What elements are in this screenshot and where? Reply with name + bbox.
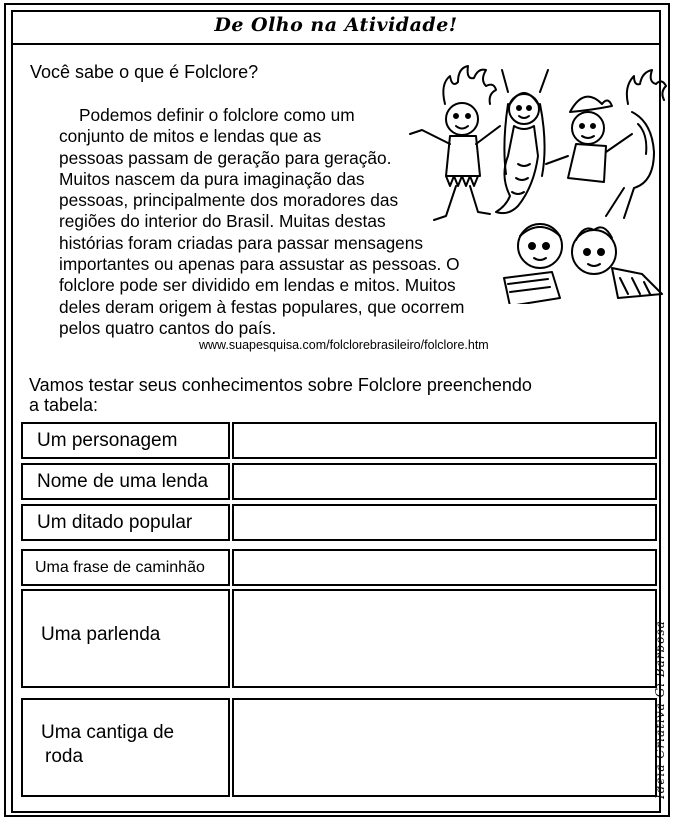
table-row-label <box>21 463 230 500</box>
instruction-text <box>29 375 589 415</box>
table-row-label <box>21 698 230 797</box>
paragraph-line: pessoas passam de geração para geração. <box>59 147 392 168</box>
page-title: De Olho na Atividade! <box>214 14 458 36</box>
table-row-label <box>21 549 230 586</box>
table-row-label <box>21 504 230 541</box>
answer-field[interactable] <box>232 504 657 541</box>
side-credit: Ideia Criativa Gi Barbosa <box>653 620 667 800</box>
row-label-text <box>41 721 174 769</box>
paragraph-line: importantes ou apenas para assustar as pessoas. O <box>59 254 460 275</box>
row-label-text: Uma frase de caminhão <box>35 558 205 576</box>
row-label-text: Nome de uma lenda <box>37 470 209 492</box>
paragraph-line: deles deram origem à festas populares, que ocorrem <box>59 296 465 317</box>
paragraph-line: folclore pode ser dividido em lendas e mitos. Muitos <box>59 275 456 296</box>
paragraph-line: Muitos nascem da pura imaginação das <box>59 168 365 189</box>
row-label-text: Um ditado popular <box>37 511 193 533</box>
header-divider <box>11 43 661 45</box>
paragraph-line: Podemos definir o folclore como um <box>79 105 355 125</box>
paragraph-line: pelos quatro cantos do país. <box>59 317 277 338</box>
paragraph-line: conjunto de mitos e lendas que as <box>59 126 322 147</box>
intro-question: Você sabe o que é Folclore? <box>30 62 259 82</box>
table-row-label <box>21 589 230 688</box>
instruction-line: Vamos testar seus conhecimentos sobre Folclore preenchendo <box>29 375 532 395</box>
paragraph-line: regiões do interior do Brasil. Muitas destas <box>59 211 386 232</box>
answer-field[interactable] <box>232 698 657 797</box>
answer-field[interactable] <box>232 463 657 500</box>
headless-mule-figure <box>606 70 666 218</box>
table-row-label <box>21 422 230 459</box>
paragraph-line: pessoas, principalmente dos moradores das <box>59 190 399 211</box>
boy-with-cap-figure <box>546 97 632 182</box>
curupira-figure <box>410 66 500 220</box>
row-label-line: roda <box>45 745 84 767</box>
row-label-text: Um personagem <box>37 429 178 451</box>
source-url: www.suapesquisa.com/folclorebrasileiro/folclore.htm <box>199 338 489 352</box>
row-label-text: Uma parlenda <box>41 623 161 645</box>
folklore-characters-illustration <box>400 64 670 304</box>
answer-field[interactable] <box>232 549 657 586</box>
answer-field[interactable] <box>232 422 657 459</box>
answer-field[interactable] <box>232 589 657 688</box>
kids-reading-figure <box>504 224 662 304</box>
paragraph-line: histórias foram criadas para passar mensagens <box>59 232 424 253</box>
row-label-line: Uma cantiga de <box>41 721 175 743</box>
instruction-line: a tabela: <box>29 395 99 415</box>
iara-figure <box>496 70 548 213</box>
